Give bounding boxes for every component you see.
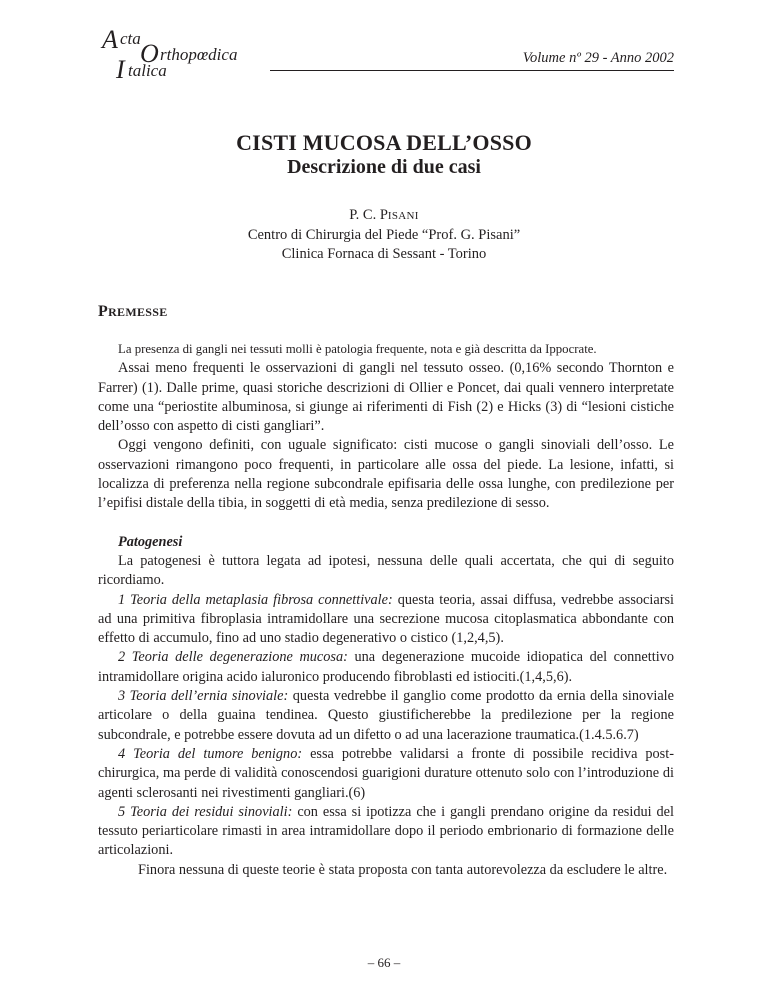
theory-5: [98, 803, 674, 861]
theory-label: 5 Teoria dei residui sinoviali:: [118, 803, 293, 820]
paragraph: La presenza di gangli nei tessuti molli è patologia frequente, nota e già descritta da Ippocrate.: [118, 342, 597, 356]
paragraph: La patogenesi è tuttora legata ad ipotesi, nessuna delle quali accertata, che qui di seguito ricordiamo.: [98, 552, 674, 589]
subheading-patogenesi: [98, 533, 674, 552]
theory-3: [98, 687, 674, 745]
body-text: [98, 340, 674, 880]
author: [0, 207, 768, 224]
theory-text: questa vedrebbe il ganglio come prodotto da ernia della sinoviale articolare o della guaina tendinea. Questo giustificherebbe la predilezione per la regione subcondrale, e potrebbe essere dovuta ad un difetto o ad una lacerazione traumatica.(1.4.5.6.7): [98, 688, 674, 743]
affiliation-1: Centro di Chirurgia del Piede “Prof. G. Pisani”: [247, 227, 521, 243]
theory-1: [98, 591, 674, 649]
section-heading-initial: P: [98, 303, 109, 320]
svg-text:A: A: [102, 25, 118, 54]
theory-label: 2 Teoria delle degenerazione mucosa:: [118, 649, 348, 666]
theory-text: questa teoria, assai diffusa, vedrebbe associarsi ad una primitiva fibroplasia intramidollare una secrezione mucosa citoplasmatica abbondante con effetto di accumulo, fino ad uno stadio degenerativo o cistico (1,2,4,5).: [98, 591, 675, 647]
theory-2: [98, 648, 674, 687]
paragraph: Oggi vengono definiti, con uguale significato: cisti mucose o gangli sinoviali dell’osso. Le osservazioni rimangono poco frequenti, in particolare alle ossa del piede. La lesione, infatti, si localizza di preferenza nella regione subcondrale epifisaria delle ossa lunghe, con predilezione per l’epifisi distale della tibia, in soggetti di età media, senza predilezione di sesso.: [98, 437, 674, 512]
article-subtitle: Descrizione di due casi: [287, 156, 481, 178]
theory-text: essa potrebbe validarsi a fronte di possibile recidiva post-chirurgica, ma perde di validità conoscendosi guarigioni durature ottenuto solo con l’introduzione di agenti sclerosanti nei rivestimenti gangliari.(6): [98, 745, 674, 801]
volume-info: Volume nº 29 - Anno 2002: [522, 50, 674, 66]
author-prefix: P. C. P: [349, 207, 388, 223]
theory-4: [98, 745, 674, 803]
subheading-label: Patogenesi: [118, 533, 183, 550]
theory-text: una degenerazione mucoide idiopatica del connettivo intramidollare origina acido ialuronico producendo fibroblasti ed istiociti.(1,4,5,6).: [98, 649, 674, 685]
svg-text:talica: talica: [128, 61, 167, 80]
theory-label: 3 Teoria dell’ernia sinoviale:: [118, 688, 289, 705]
section-heading-rest: REMESSE: [108, 305, 168, 319]
article-title: CISTI MUCOSA DELL’OSSO: [236, 130, 532, 155]
section-heading: [98, 303, 168, 321]
theory-label: 4 Teoria del tumore benigno:: [118, 745, 303, 762]
header-rule: [270, 70, 674, 71]
theory-label: 1 Teoria della metaplasia fibrosa connettivale:: [118, 591, 393, 608]
page-header: [98, 22, 674, 82]
svg-text:rthopœdica: rthopœdica: [160, 45, 238, 64]
author-surname: ISANI: [387, 210, 419, 222]
paragraph: Assai meno frequenti le osservazioni di gangli nel tessuto osseo. (0,16% secondo Thornton e Farrer) (1). Dalle prime, quasi storiche descrizioni di Ollier e Poncet, dai quali vennero interpretate come una “periostite albuminosa, si giunge ai riferimenti di Fish (2) e Hicks (3) di “lesioni cistiche dell’osso con aspetto di cisti gangliari”.: [98, 360, 674, 435]
theory-text: con essa si ipotizza che i gangli prendano origine da residui del tessuto periarticolare rimasti in area intramidollare dopo il periodo embrionario di formazione delle articolazioni.: [98, 803, 674, 859]
page-number: – 66 –: [367, 955, 401, 970]
svg-text:O: O: [140, 39, 159, 68]
affiliation-2: Clinica Fornaca di Sessant - Torino: [281, 246, 487, 262]
svg-text:I: I: [116, 55, 125, 82]
paragraph: Finora nessuna di queste teorie è stata proposta con tanta autorevolezza da escludere le altre.: [138, 861, 668, 878]
journal-logo: [98, 22, 268, 82]
svg-text:cta: cta: [120, 29, 141, 48]
